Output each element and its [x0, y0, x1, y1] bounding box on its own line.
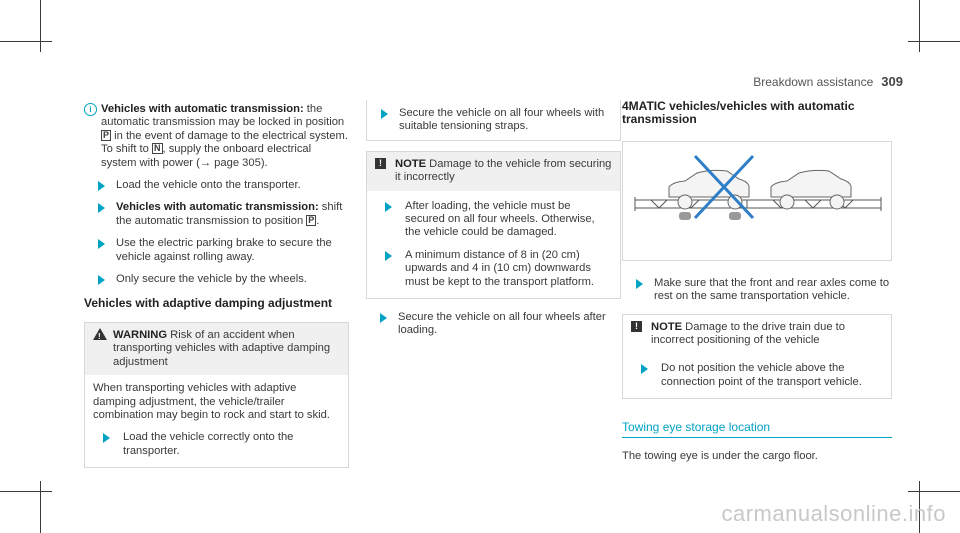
step-secure-wheels — [84, 273, 349, 286]
step-text: A minimum distance of 8 in (20 cm) upwards and 4 in (10 cm) downwards must be kept to the transport platform. — [405, 248, 595, 288]
notice-title: Damage to the vehicle from securing it incorrectly — [395, 157, 612, 184]
warning-body — [85, 375, 348, 467]
column-1 — [84, 103, 349, 468]
warning-icon — [93, 328, 107, 340]
notice-icon: ! — [631, 321, 642, 332]
section-heading: 4MATIC vehicles/vehicles with automatic transmission — [622, 99, 855, 127]
crop-mark — [40, 0, 41, 52]
warning-label: WARNING — [113, 328, 168, 341]
step-arrow-icon — [98, 275, 105, 285]
column-2 — [366, 100, 621, 338]
step-arrow-icon — [381, 109, 388, 119]
step-parking-brake — [84, 237, 349, 264]
notice-body — [367, 191, 620, 298]
notice-box — [366, 151, 621, 299]
info-text: , supply the onboard electrical system with power ( — [101, 143, 312, 169]
step-arrow-icon — [380, 313, 387, 323]
step-text: Load the vehicle onto the transporter. — [116, 179, 301, 192]
notice-title: Damage to the drive train due to incorrect positioning of the vehicle — [651, 320, 846, 347]
step-text: shift the automatic transmission to position — [116, 201, 343, 227]
step-text: Secure the vehicle on all four wheels with suitable tensioning straps. — [399, 107, 605, 133]
warning-box — [84, 322, 349, 468]
info-lead: Vehicles with automatic transmission: — [101, 103, 304, 115]
step-text: After loading, the vehicle must be secured on all four wheels. Otherwise, the vehicle could be damaged. — [405, 199, 595, 239]
step-box — [366, 100, 621, 141]
step-axles — [622, 277, 892, 304]
notice-step — [631, 362, 883, 389]
step-arrow-icon — [385, 251, 392, 261]
step-text: Do not position the vehicle above the connection point of the transport vehicle. — [661, 362, 862, 388]
step-lead: Vehicles with automatic transmission: — [116, 201, 319, 214]
transporter-illustration — [622, 141, 892, 261]
step-text: Load the vehicle correctly onto the transporter. — [123, 431, 294, 457]
crop-mark — [0, 41, 52, 42]
notice-step — [375, 249, 612, 289]
step-arrow-icon — [98, 181, 105, 191]
notice-label: NOTE — [395, 157, 427, 170]
step-arrow-icon — [385, 202, 392, 212]
key-n-icon: N — [154, 143, 161, 154]
page-number: 309 — [881, 74, 903, 89]
key-p-icon: P — [103, 129, 110, 140]
crop-mark — [908, 41, 960, 42]
watermark: carmanualsonline.info — [721, 501, 946, 526]
warning-text: When transporting vehicles with adaptive damping adjustment, the vehicle/trailer combination may begin to rock and start to skid. — [93, 382, 330, 421]
step-arrow-icon — [98, 203, 105, 213]
section-heading: Vehicles with adaptive damping adjustment — [84, 296, 333, 311]
info-text: in the event of damage to the electrical system. To shift to — [101, 129, 348, 156]
warning-step — [93, 431, 340, 458]
towing-eye-paragraph: The towing eye is under the cargo floor. — [622, 449, 818, 462]
notice-step — [375, 200, 612, 240]
notice-box — [622, 314, 892, 400]
step-load — [84, 179, 349, 192]
page-reference[interactable]: page 305). — [211, 156, 268, 169]
step-arrow-icon — [636, 279, 643, 289]
notice-header — [367, 152, 620, 191]
info-text: the automatic transmission may be locked in position — [101, 103, 345, 129]
warning-header — [85, 323, 348, 375]
page-header — [753, 74, 903, 89]
crop-mark — [919, 0, 920, 52]
notice-label: NOTE — [651, 320, 683, 333]
column-3 — [622, 100, 892, 463]
warning-title: Risk of an accident when transporting vehicles with adaptive damping adjustment — [113, 328, 331, 368]
transporter-image — [623, 142, 891, 260]
step-arrow-icon — [98, 239, 105, 249]
subsection-title: Towing eye storage location — [622, 421, 892, 437]
step-text: . — [316, 214, 320, 227]
section-title: Breakdown assistance — [753, 75, 874, 89]
step-straps — [367, 107, 620, 134]
crop-mark — [40, 481, 41, 533]
info-note — [84, 103, 349, 170]
step-text: Make sure that the front and rear axles come to rest on the same transportation vehicle. — [654, 276, 890, 303]
step-text: Only secure the vehicle by the wheels. — [116, 273, 307, 286]
reference-arrow-icon: → — [199, 156, 212, 169]
notice-header — [623, 315, 891, 354]
step-shift — [84, 201, 349, 228]
notice-body — [623, 353, 891, 398]
step-secure-after — [366, 311, 621, 338]
key-p-icon: P — [308, 214, 315, 225]
notice-icon: ! — [375, 158, 386, 169]
step-arrow-icon — [103, 433, 110, 443]
step-text: Use the electric parking brake to secure the vehicle against rolling away. — [116, 237, 332, 263]
crop-mark — [0, 491, 52, 492]
crop-mark — [908, 491, 960, 492]
step-arrow-icon — [641, 364, 648, 374]
step-text: Secure the vehicle on all four wheels after loading. — [398, 311, 606, 337]
info-icon: i — [84, 103, 97, 116]
